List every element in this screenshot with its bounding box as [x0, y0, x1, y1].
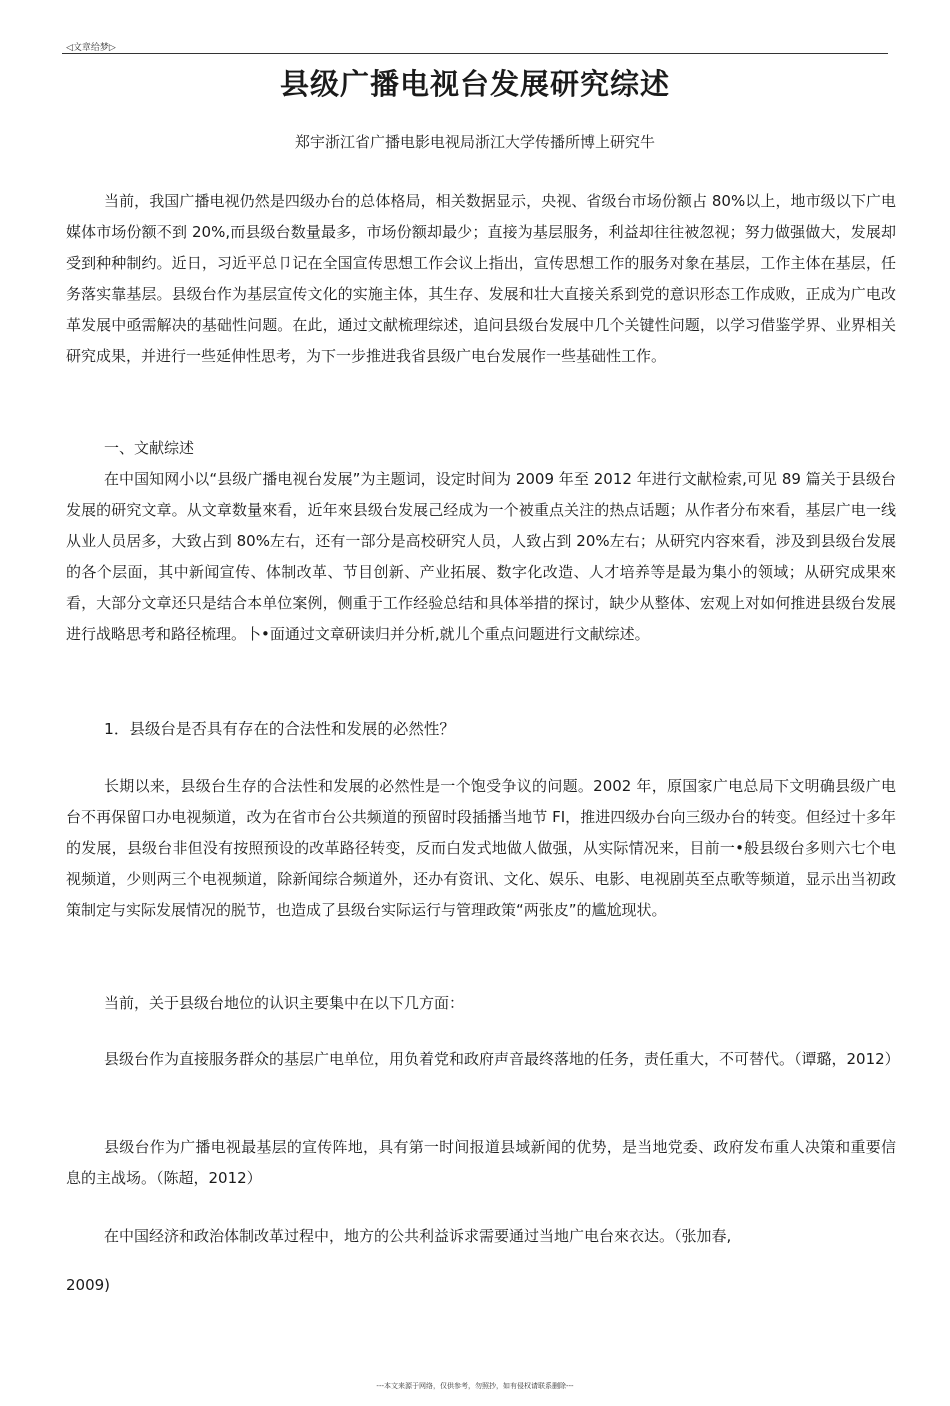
- section-heading-literature-review: 一、文献综述: [104, 439, 195, 457]
- paragraph-intro: 当前，我国广播电视仍然是四级办台的总体格局，相关数据显示，央视、省级台市场份额占 80%以上，地市级以下广电媒体市场份额不到 20%,而县级台数量最多，市场份额却最少；直接为基层服务，利益却往往被忽视；努力做强做大，发展却受到种种制约。近日，习近平总卩记在全国宣传思想工作会议上指出，宣传思想工作的服务对象在基层，工作主体在基层，任务落实靠基层。县级台作为基层宣传文化的实施主体，其生存、发展和壮大直接关系到党的意识形态工作成败，正成为广电改革发展中亟需解决的基础性问题。在此，通过文献梳理综述，追问县级台发展中几个关键性问题，以学习借鉴学界、业界相关研究成果，并进行一些延伸性思考，为下一步推进我省县级广电台发展作一些基础性工作。: [66, 192, 896, 365]
- paragraph-legitimacy: 长期以来，县级台生存的合法性和发展的必然性是一个饱受争议的问题。2002 年，原国家广电总局下文明确县级广电台不再保留口办电视频道，改为在省市台公共频道的预留时段插播当地节 FI，推进四级办台向三级办台的转变。但经过十多年的发展，县级台非但没有按照预设的改革路径转变，反而白发式地做人做强，从实际情况来，目前一•般县级台多则六七个电视频道，少则两三个电视频道，除新闻综合频道外，还办有资讯、文化、娱乐、电影、电视剧英至点歌等频道，显示出当初政策制定与实际发展情况的脱节，也造成了县级台实际运行与管理政策“两张皮”的尴尬现状。: [66, 777, 896, 919]
- paragraph-literature-search: 在中国知网小以“县级广播电视台发展”为主题词，设定时间为 2009 年至 2012 年进行文献检索,可见 89 篇关于县级台发展的研究文章。从文章数量來看，近年來县级台发展己经成为一个被重点关注的热点话题；从作者分布來看，基层广电一线从业人员居多，大致占到 80%左右，还有一部分是高校研究人员，人致占到 20%左右；从研究内容來看，涉及到县级台发展的各个层面，其中新闻宣传、体制改革、节目创新、产业拓展、数字化改造、人才培养等是最为集小的领域；从研究成果來看，大部分文章还只是结合本单位案例，侧重于工作经验总结和具体举措的探讨，缺少从整体、宏观上对如何推进县级台发展进行战略思考和路径梳理。卜•面通过文章研读归并分析,就儿个重点问题进行文献综述。: [66, 470, 896, 643]
- paragraph-view-3-year: 2009): [66, 1276, 111, 1294]
- header-mark: ◁文章给梦▷: [66, 43, 116, 53]
- paragraph-view-3: 在中国经济和政治体制改革过程中，地方的公共利益诉求需要通过当地广电台來衣达。（张加春,: [104, 1227, 732, 1245]
- paragraph-view-2: 县级台作为广播电视最基层的宣传阵地，具有第一时间报道县域新闻的优势，是当地党委、政府发布重人决策和重要信息的主战场。（陈超，2012）: [66, 1138, 896, 1187]
- question-heading-1: 1．县级台是否具有存在的合法性和发展的必然性？: [104, 720, 455, 738]
- document-title: 县级广播电视台发展研究综述: [279, 67, 670, 101]
- author-line: 郑宇浙江省广播电影电视局浙江大学传播所博上研究牛: [294, 133, 655, 151]
- paragraph-view-1: 县级台作为直接服务群众的基层广电单位，用负着党和政府声音最终落地的任务，责任重大，不可替代。（谭璐，2012）: [104, 1050, 900, 1068]
- paragraph-status-intro: 当前，关于县级台地位的认识主要集中在以下几方面：: [104, 994, 465, 1012]
- header-rule: [62, 53, 888, 54]
- footer-note: ---本文来源于网络，仅供参考，勿照抄，如有侵权请联系删除---: [376, 1382, 574, 1390]
